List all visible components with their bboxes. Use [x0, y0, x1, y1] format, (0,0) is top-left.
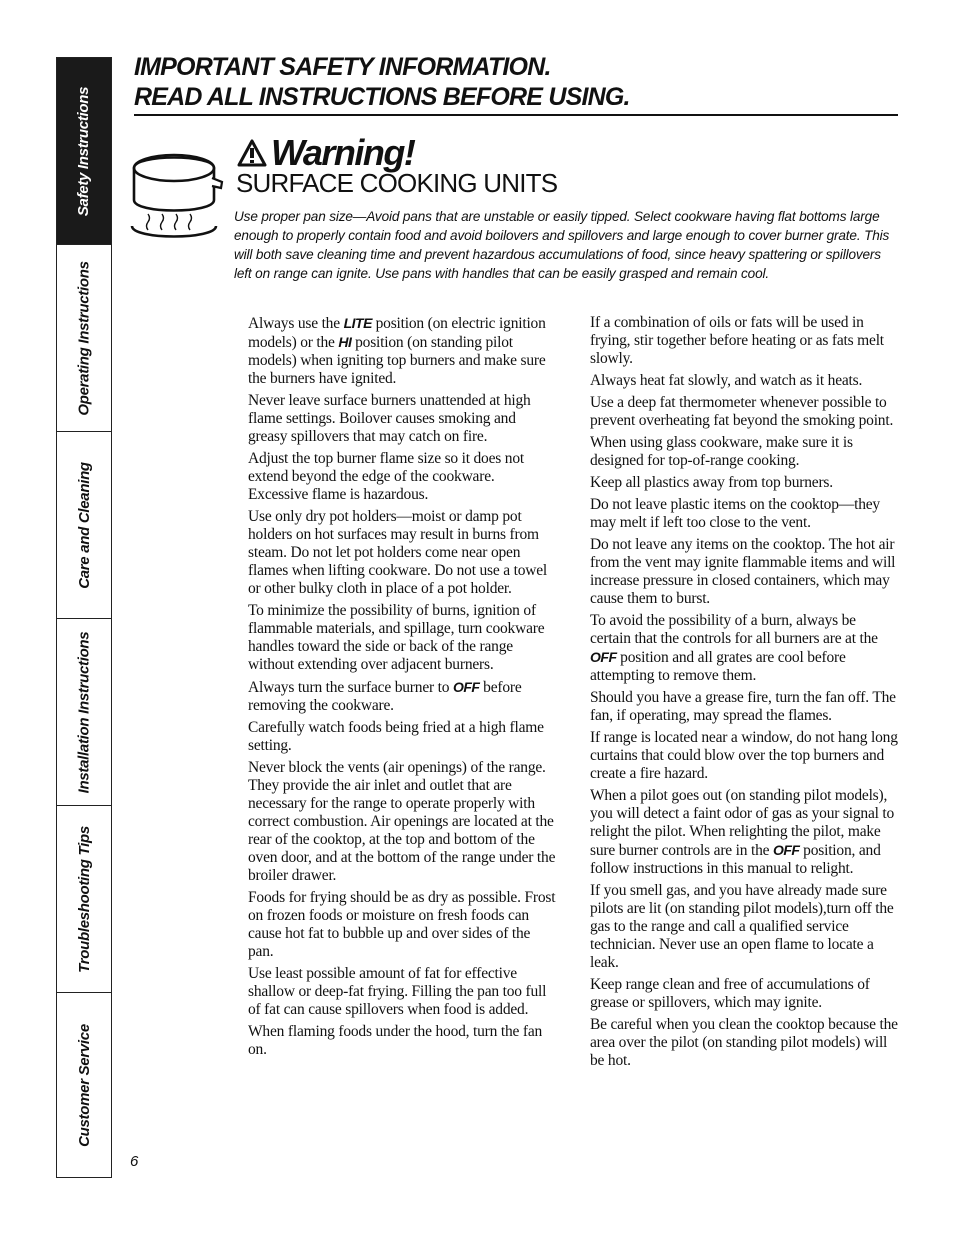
list-item: Always use the LITE position (on electric ignition models) or the HI position (on standing pilot models) when igniting top burners and make sure the burners have ignited.: [248, 315, 546, 387]
tab-label: Operating Instructions: [75, 260, 93, 416]
tab-safety-instructions[interactable]: [57, 58, 111, 245]
list-item: To minimize the possibility of burns, ignition of flammable materials, and spillage, turn cookware handles toward the side or back of the range without extending over adjacent burners.: [248, 602, 545, 673]
list-item: Keep all plastics away from top burners.: [590, 474, 833, 491]
list-item: Use a deep fat thermometer whenever possible to prevent overheating fat beyond the smoking point.: [590, 394, 894, 429]
tab-label: Safety Instructions: [75, 86, 93, 216]
tab-operating-instructions[interactable]: [57, 245, 111, 432]
list-item: Carefully watch foods being fried at a high flame setting.: [248, 719, 544, 754]
list-item: Keep range clean and free of accumulations of grease or spillovers, which may ignite.: [590, 976, 870, 1011]
list-item: Adjust the top burner flame size so it does not extend beyond the edge of the cookware. Excessive flame is hazardous.: [248, 450, 525, 503]
keyword: LITE: [343, 315, 372, 331]
list-item: Always turn the surface burner to OFF before removing the cookware.: [248, 679, 522, 714]
tab-care-and-cleaning[interactable]: [57, 432, 111, 619]
list-item: Be careful when you clean the cooktop because the area over the pilot (on standing pilot models) will be hot.: [590, 1016, 898, 1069]
list-item: If a combination of oils or fats will be used in frying, stir together before heating or as fats melt slowly.: [590, 314, 884, 367]
tab-installation-instructions[interactable]: [57, 619, 111, 806]
keyword: HI: [338, 334, 352, 350]
list-item: Use least possible amount of fat for effective shallow or deep-fat frying. Filling the pan too full of fat can cause spillovers when food is added.: [248, 965, 547, 1018]
list-item: When flaming foods under the hood, turn the fan on.: [248, 1023, 543, 1058]
keyword: OFF: [590, 649, 617, 665]
list-item: Do not leave plastic items on the cooktop—they may melt if left too close to the vent.: [590, 496, 880, 531]
right-column: [590, 314, 900, 1074]
side-tabs: [56, 57, 112, 1178]
list-item: To avoid the possibility of a burn, always be certain that the controls for all burners are at the OFF position and all grates are cool before attempting to remove them.: [590, 612, 878, 684]
list-item: Foods for frying should be as dry as possible. Frost on frozen foods or moisture on fresh foods can cause hot fat to bubble up and over sides of the pan.: [248, 889, 556, 960]
page-header: [134, 52, 630, 112]
tab-label: Installation Instructions: [75, 631, 93, 793]
header-divider: [134, 114, 898, 116]
warning-triangle-icon: [237, 139, 267, 167]
intro-paragraph: Use proper pan size—Avoid pans that are unstable or easily tipped. Select cookware having flat bottoms large enough to properly contain food and avoid boilovers and spillovers and large enough to cover burner grate. This will both save cleaning time and prevent hazardous accumulations of food, since heavy spattering or spillovers left on range can ignite. Use pans with handles that can be easily grasped and remain cool.: [234, 209, 890, 281]
warning-title: Warning!: [271, 132, 415, 173]
warning-subtitle: SURFACE COOKING UNITS: [236, 168, 558, 198]
header-line-2: READ ALL INSTRUCTIONS BEFORE USING.: [134, 83, 630, 111]
keyword: OFF: [772, 842, 800, 858]
tab-label: Troubleshooting Tips: [75, 825, 93, 973]
header-line-1: IMPORTANT SAFETY INFORMATION.: [134, 53, 551, 81]
tab-label: Care and Cleaning: [75, 461, 93, 589]
list-item: When a pilot goes out (on standing pilot models), you will detect a faint odor of gas as your signal to relight the pilot. When relighting the pilot, make sure burner controls are in the OFF position, and follow instructions in this manual to relight.: [590, 787, 895, 877]
list-item: Use only dry pot holders—moist or damp pot holders on hot surfaces may result in burns from steam. Do not let pot holders come near open flames when lifting cookware. Do not use a towel or other bulky cloth in place of a pot holder.: [248, 508, 548, 597]
list-item: Do not leave any items on the cooktop. The hot air from the vent may ignite flammable items and will increase pressure in closed containers, which may cause them to burst.: [590, 536, 896, 607]
page-number: 6: [130, 1153, 139, 1170]
list-item: If you smell gas, and you have already made sure pilots are lit (on standing pilot models),turn off the gas to the range and call a qualified service technician. Never use an open flame to locate a leak.: [590, 882, 894, 971]
list-item: Never block the vents (air openings) of the range. They provide the air inlet and outlet that are necessary for the range to operate properly with correct combustion. Air openings are located at the rear of the cooktop, at the top and bottom of the oven door, and at the bottom of the range under the broiler drawer.: [248, 759, 556, 884]
tab-label: Customer Service: [75, 1023, 93, 1147]
list-item: If range is located near a window, do not hang long curtains that could blow over the top burners and create a fire hazard.: [590, 729, 898, 782]
tab-customer-service[interactable]: [57, 993, 111, 1177]
list-item: Should you have a grease fire, turn the fan off. The fan, if operating, may spread the flames.: [590, 689, 896, 724]
list-item: When using glass cookware, make sure it is designed for top-of-range cooking.: [590, 434, 853, 469]
keyword: OFF: [452, 679, 480, 695]
list-item: Never leave surface burners unattended at high flame settings. Boilover causes smoking and greasy spillovers that may catch on fire.: [248, 392, 531, 445]
cooking-pot-icon: [128, 148, 224, 244]
list-item: Always heat fat slowly, and watch as it heats.: [590, 372, 863, 389]
tab-troubleshooting-tips[interactable]: [57, 806, 111, 993]
left-column: [248, 314, 558, 1063]
